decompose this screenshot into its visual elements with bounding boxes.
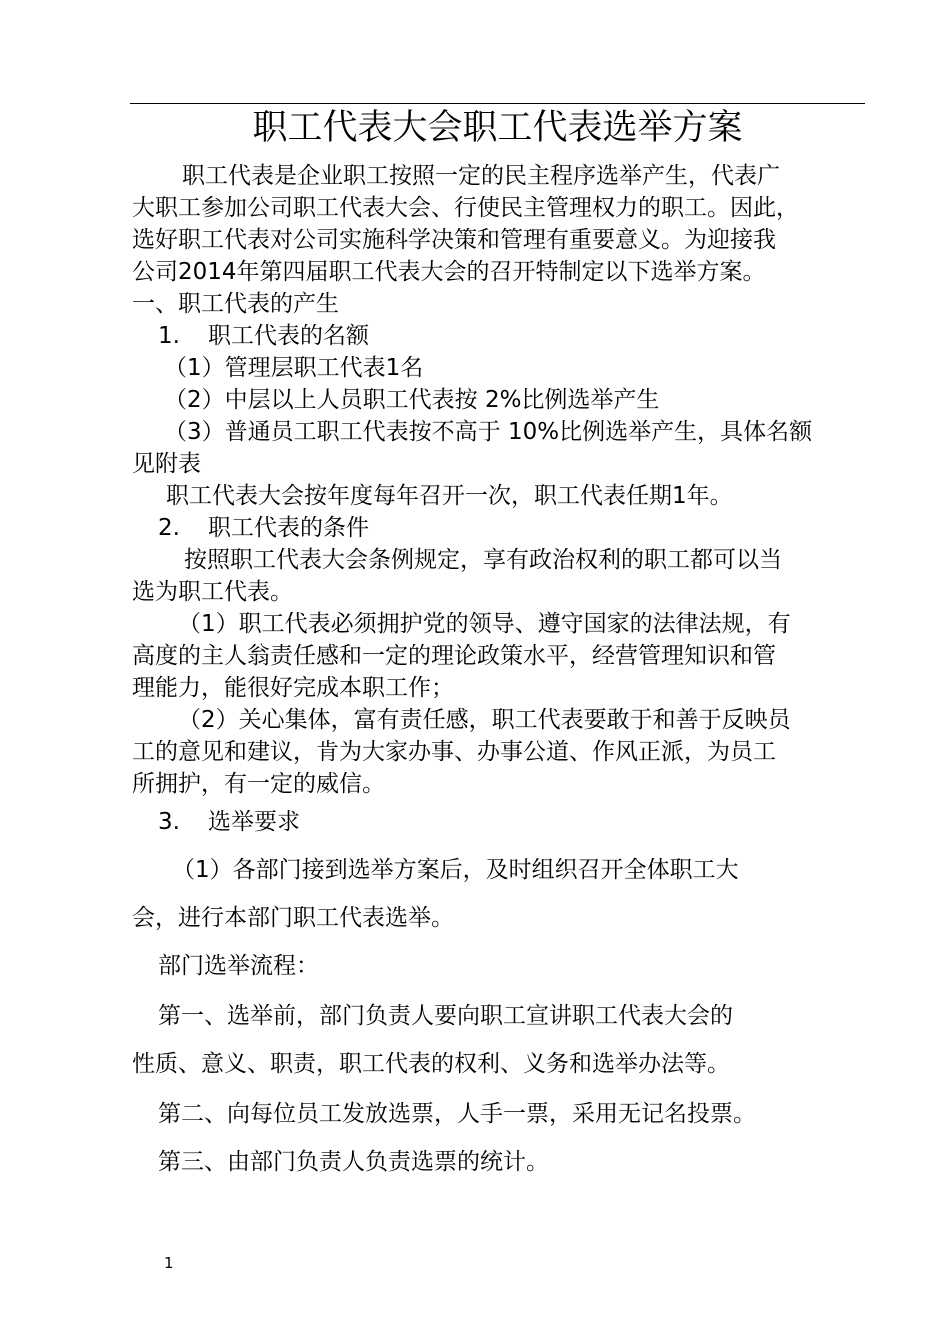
conditions-intro-line: 按照职工代表大会条例规定，享有政治权利的职工都可以当 xyxy=(184,547,782,573)
item-number: 2. xyxy=(158,515,180,541)
requirement-line: 会，进行本部门职工代表选举。 xyxy=(132,905,454,931)
item-label: 职工代表的条件 xyxy=(208,515,369,541)
numbered-item-1 xyxy=(158,320,369,352)
flow-step-line: 第三、由部门负责人负责选票的统计。 xyxy=(158,1149,549,1175)
condition-line: 理能力，能很好完成本职工作； xyxy=(132,675,454,701)
item-number: 1. xyxy=(158,323,180,349)
item-number: 3. xyxy=(158,809,180,835)
document-title: 职工代表大会职工代表选举方案 xyxy=(252,108,743,148)
condition-line: 所拥护，有一定的威信。 xyxy=(132,771,385,797)
condition-line: （1）职工代表必须拥护党的领导、遵守国家的法律法规，有 xyxy=(178,611,791,637)
requirement-line: （1）各部门接到选举方案后，及时组织召开全体职工大 xyxy=(172,857,739,883)
condition-line: （2）关心集体，富有责任感，职工代表要敢于和善于反映员 xyxy=(178,707,791,733)
quota-line: 见附表 xyxy=(132,451,201,477)
flow-step-line: 第一、选举前，部门负责人要向职工宣讲职工代表大会的 xyxy=(158,1003,733,1029)
section-heading: 一、职工代表的产生 xyxy=(132,291,339,317)
item-label: 职工代表的名额 xyxy=(208,323,369,349)
term-line: 职工代表大会按年度每年召开一次，职工代表任期1年。 xyxy=(166,483,733,509)
flow-step-line: 第二、向每位员工发放选票，人手一票，采用无记名投票。 xyxy=(158,1101,756,1127)
intro-line: 职工代表是企业职工按照一定的民主程序选举产生，代表广 xyxy=(182,163,780,189)
condition-line: 工的意见和建议，肯为大家办事、办事公道、作风正派，为员工 xyxy=(132,739,776,765)
quota-line: （1）管理层职工代表1名 xyxy=(164,355,424,381)
flow-step-line: 性质、意义、职责，职工代表的权利、义务和选举办法等。 xyxy=(132,1051,730,1077)
page-number: 1 xyxy=(164,1254,174,1272)
numbered-item-3 xyxy=(158,806,300,838)
condition-line: 高度的主人翁责任感和一定的理论政策水平，经营管理知识和管 xyxy=(132,643,776,669)
intro-line: 选好职工代表对公司实施科学决策和管理有重要意义。为迎接我 xyxy=(132,227,776,253)
flow-heading: 部门选举流程： xyxy=(158,953,319,979)
item-label: 选举要求 xyxy=(208,809,300,835)
quota-line: （3）普通员工职工代表按不高于 10%比例选举产生，具体名额 xyxy=(164,419,813,445)
intro-line: 公司2014年第四届职工代表大会的召开特制定以下选举方案。 xyxy=(132,259,766,285)
quota-line: （2）中层以上人员职工代表按 2%比例选举产生 xyxy=(164,387,660,413)
numbered-item-2 xyxy=(158,512,369,544)
conditions-intro-line: 选为职工代表。 xyxy=(132,579,293,605)
intro-line: 大职工参加公司职工代表大会、行使民主管理权力的职工。因此， xyxy=(132,195,799,221)
